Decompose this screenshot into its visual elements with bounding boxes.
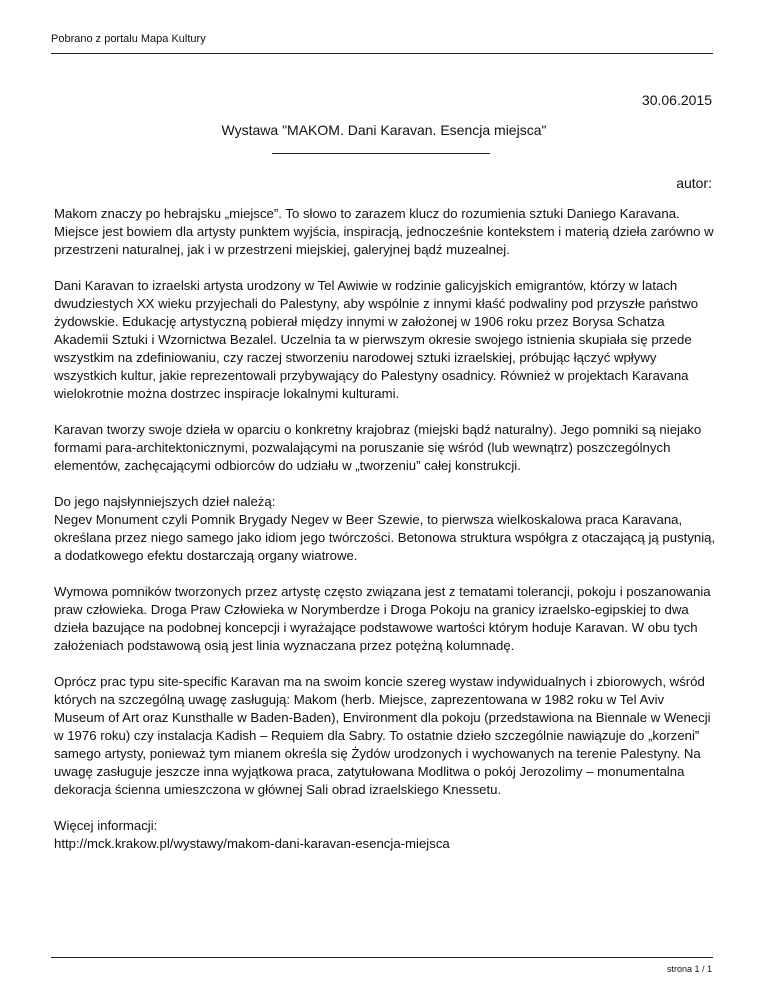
- article-title: Wystawa "MAKOM. Dani Karavan. Esencja miejsca": [221, 122, 547, 138]
- paragraph-method: Karavan tworzy swoje dzieła w oparciu o konkretny krajobraz (miejski bądź naturalny). Jego pomniki są niejako formami para-architektonicznymi, pozwalającymi na poruszanie się wśród (lub wewnątrz) poszczególnych elementów, zachęcającymi odbiorców do udziału w „tworzeniu” całej konstrukcji.: [54, 422, 702, 473]
- paragraph-intro: Makom znaczy po hebrajsku „miejsce”. To słowo to zarazem klucz do rozumienia sztuki Daniego Karavana. Miejsce jest bowiem dla artysty punktem wyjścia, inspiracją, jednocześnie kontekstem i materią dzieła zarówno w przestrzeni naturalnej, jak i w przestrzeni miejskiej, galeryjnej bądź muzealnej.: [54, 206, 714, 257]
- paragraph-famous-works: Do jego najsłynniejszych dzieł należą: Negev Monument czyli Pomnik Brygady Negev w Beer Szewie, to pierwsza wielkoskalowa praca Karavana, określana przez niego samego jako idiom jego twórczości. Betonowa struktura współgra z otaczającą ją pustynią, a dodatkowego efektu dostarczają organy wiatrowe.: [54, 494, 716, 563]
- author-label: autor:: [676, 175, 712, 191]
- paragraph-themes: Wymowa pomników tworzonych przez artystę często związana jest z tematami tolerancji, pokoju i poszanowania praw człowieka. Droga Praw Człowieka w Norymberdze i Droga Pokoju na granicy izraelsko-egipskiej to dwa dzieła bazujące na podobnej koncepcji i wyrażające podstawowe wartości którym hoduje Karavan. W obu tych założeniach podstawową osią jest linia wyznaczana przez potężną kolumnadę.: [54, 584, 711, 653]
- article-body: [54, 205, 718, 871]
- page-number: strona 1 / 1: [666, 964, 712, 974]
- article-date: 30.06.2015: [641, 92, 712, 108]
- title-container: [0, 122, 768, 140]
- paragraph-more-info[interactable]: Więcej informacji: http://mck.krakow.pl/wystawy/makom-dani-karavan-esencja-miejsca: [54, 818, 450, 851]
- paragraph-biography: Dani Karavan to izraelski artysta urodzony w Tel Awiwie w rodzinie galicyjskich emigrantów, którzy w latach dwudziestych XX wieku przyjechali do Palestyny, aby wspólnie z innymi kłaść podwaliny pod przyszłe państwo żydowskie. Edukację artystyczną pobierał między innymi w założonej w 1906 roku przez Borysa Schatza Akademii Sztuki i Wzornictwa Bezalel. Uczelnia ta w pierwszym okresie swojego istnienia skupiała się przede wszystkim na zdefiniowaniu, czy raczej stworzeniu narodowej sztuki izraelskiej, próbując łączyć wpływy wszystkich kultur, jakie reprezentowali przybywający do Palestyny osadnicy. Również w projektach Karavana wielokrotnie można dostrzec inspiracje lokalnymi kulturami.: [54, 278, 699, 401]
- header-source: Pobrano z portalu Mapa Kultury: [51, 33, 206, 45]
- title-underline: [272, 153, 490, 154]
- paragraph-exhibitions: Oprócz prac typu site-specific Karavan ma na swoim koncie szereg wystaw indywidualnych i zbiorowych, wśród których na szczególną uwagę zasługują: Makom (herb. Miejsce, zaprezentowana w 1982 roku w Tel Aviv Museum of Art oraz Kunsthalle w Baden-Baden), Environment dla pokoju (przedstawiona na Biennale w Wenecji w 1976 roku) czy instalacja Kadish – Requiem dla Sabry. To ostatnie dzieło szczególnie nawiązuje do „korzeni” samego artysty, ponieważ tym mianem określa się Żydów urodzonych i wychowanych na terenie Palestyny. Na uwagę zasługuje jeszcze inna wyjątkowa praca, zatytułowana Modlitwa o pokój Jerozolimy – monumentalna dekoracja ścienna umieszczona w głównej Sali obrad izraelskiego Knessetu.: [54, 674, 711, 797]
- header-divider: [51, 53, 713, 54]
- footer-divider: [51, 957, 713, 958]
